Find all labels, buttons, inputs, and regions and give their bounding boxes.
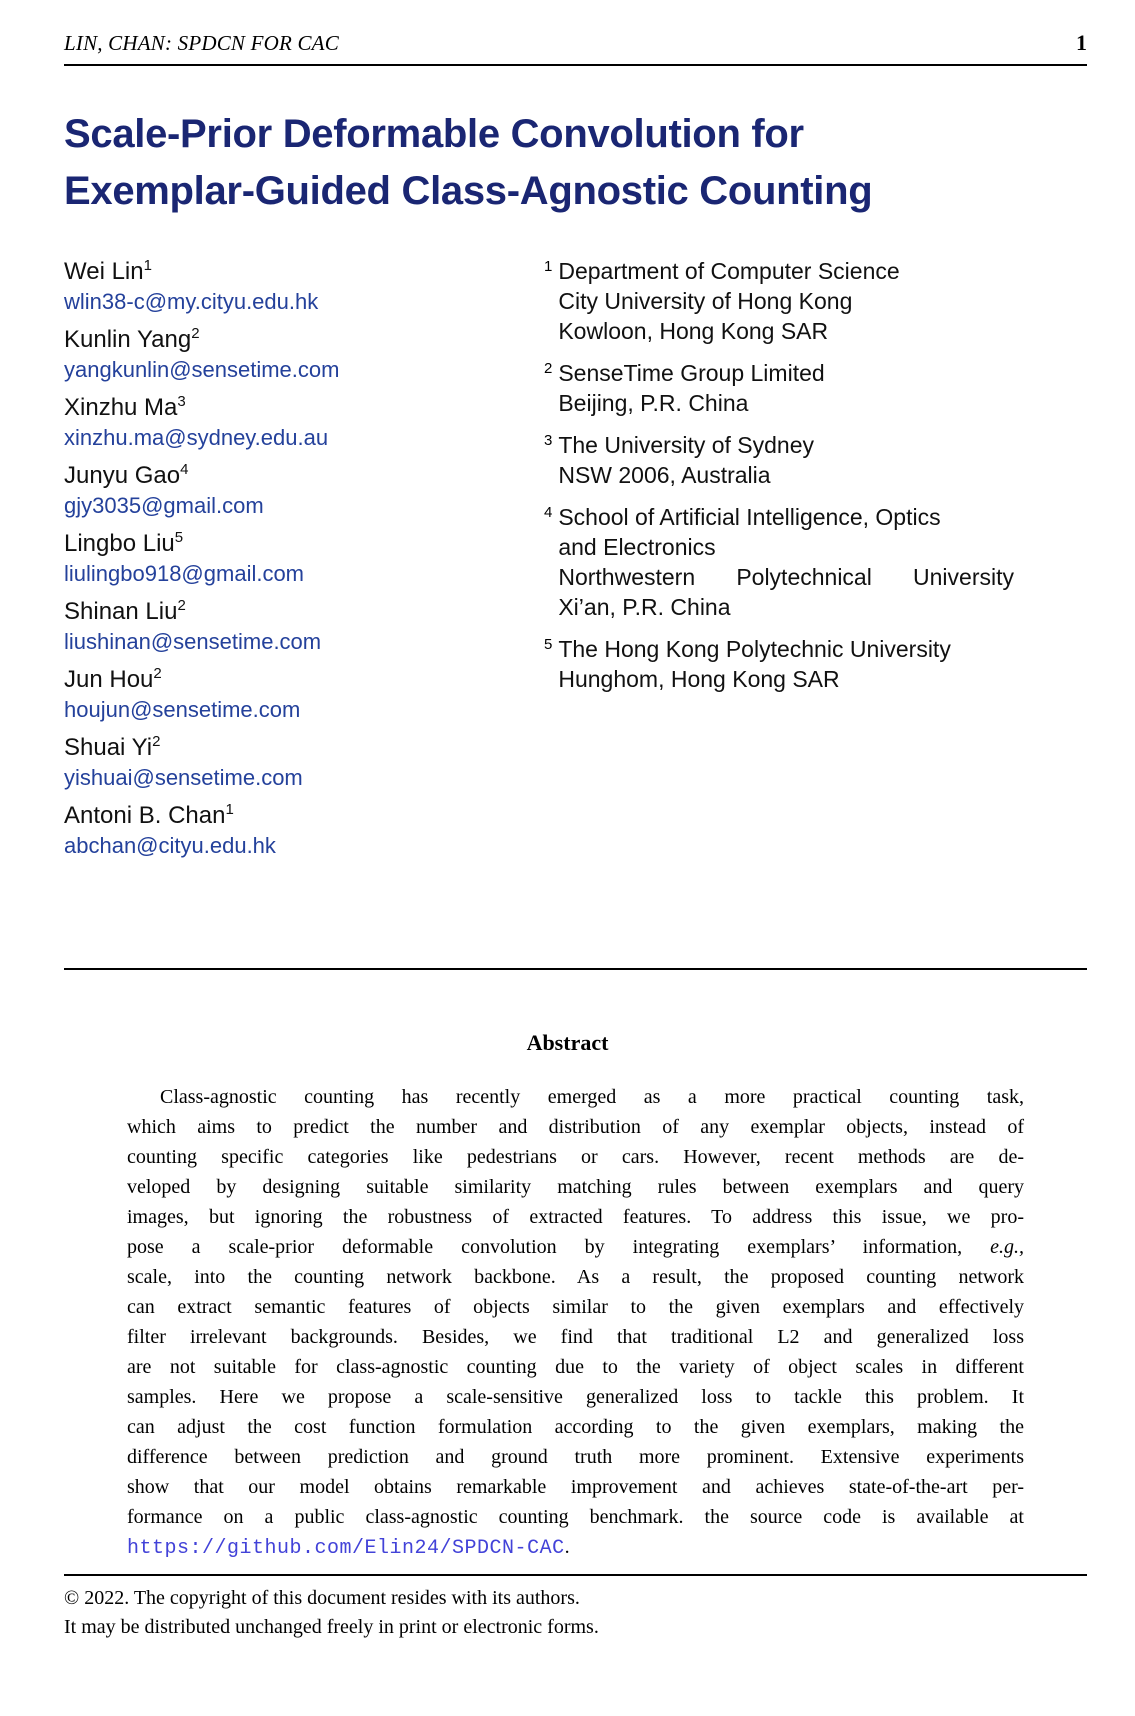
author-entry	[64, 256, 544, 317]
affiliation-superscript: 1	[544, 258, 553, 275]
abstract-top-rule	[64, 968, 1087, 970]
abstract-line: scale, into the counting network backbone. As a result, the proposed counting network	[127, 1266, 1024, 1288]
author-superscript: 2	[177, 597, 186, 614]
author-entry	[64, 664, 544, 725]
abstract-line: images, but ignoring the robustness of extracted features. To address this issue, we pro-	[127, 1206, 1024, 1228]
abstract-line: Class-agnostic counting has recently emerged as a more practical counting task,	[160, 1086, 1024, 1108]
affiliation-superscript: 2	[544, 360, 553, 377]
author-superscript: 2	[191, 325, 200, 342]
affiliation-line: City University of Hong Kong	[558, 288, 853, 314]
abstract-eg-italic: e.g.,	[990, 1236, 1024, 1258]
author-superscript: 4	[180, 461, 189, 478]
author-email-link[interactable]: liulingbo918@gmail.com	[64, 561, 305, 586]
affiliation-superscript: 3	[544, 432, 553, 449]
author-email-link[interactable]: gjy3035@gmail.com	[64, 493, 264, 518]
affiliation-superscript: 5	[544, 636, 553, 653]
author-email-link[interactable]: wlin38-c@my.cityu.edu.hk	[64, 289, 319, 314]
paper-title	[64, 106, 1071, 220]
affiliation-entry	[544, 502, 1014, 622]
author-entry	[64, 324, 544, 385]
author-entry	[64, 596, 544, 657]
author-superscript: 3	[177, 393, 186, 410]
author-name-text: Kunlin Yang	[64, 326, 192, 353]
affiliation-line: SenseTime Group Limited	[558, 360, 825, 386]
author-name-text: Lingbo Liu	[64, 530, 175, 557]
author-email-link[interactable]: liushinan@sensetime.com	[64, 629, 322, 654]
author-affiliation-block	[64, 256, 1087, 868]
author-name	[64, 528, 544, 559]
author-name	[64, 664, 544, 695]
author-name	[64, 800, 544, 831]
abstract-line: difference between prediction and ground truth more prominent. Extensive experiments	[127, 1446, 1024, 1468]
abstract-line: filter irrelevant backgrounds. Besides, we find that traditional L2 and generalized loss	[127, 1326, 1024, 1348]
author-entry	[64, 460, 544, 521]
author-superscript: 2	[152, 733, 161, 750]
footer-rule	[64, 1574, 1087, 1576]
affiliation-line: Kowloon, Hong Kong SAR	[558, 318, 829, 344]
affiliation-line: Beijing, P.R. China	[558, 390, 749, 416]
paper-title-line-2: Exemplar-Guided Class-Agnostic Counting	[64, 169, 873, 213]
affiliation-entry	[544, 430, 1014, 490]
author-name-text: Antoni B. Chan	[64, 802, 226, 829]
author-name-text: Shuai Yi	[64, 734, 153, 761]
affiliation-line: NSW 2006, Australia	[558, 462, 771, 488]
running-title: LIN, CHAN: SPDCN FOR CAC	[64, 31, 339, 55]
page-number: 1	[1076, 30, 1087, 55]
author-name	[64, 324, 544, 355]
author-email-link[interactable]: abchan@cityu.edu.hk	[64, 833, 276, 858]
copyright-line-2: It may be distributed unchanged freely in print or electronic forms.	[64, 1616, 599, 1638]
author-superscript: 5	[174, 529, 184, 546]
affiliation-line: Xi’an, P.R. China	[558, 594, 731, 620]
abstract-line: counting specific categories like pedestrians or cars. However, recent methods are de-	[127, 1146, 1024, 1168]
affiliation-entry	[544, 634, 1014, 694]
abstract-line: can adjust the cost function formulation according to the given exemplars, making the	[127, 1416, 1024, 1438]
author-name	[64, 460, 544, 491]
abstract-line: show that our model obtains remarkable improvement and achieves state-of-the-art per-	[127, 1476, 1024, 1498]
author-entry	[64, 528, 544, 589]
author-name-text: Xinzhu Ma	[64, 394, 178, 421]
author-email-link[interactable]: xinzhu.ma@sydney.edu.au	[64, 425, 329, 450]
author-name	[64, 392, 544, 423]
affiliation-line: Department of Computer Science	[558, 258, 900, 284]
authors-column	[64, 256, 544, 868]
author-name	[64, 256, 544, 287]
abstract-line: can extract semantic features of objects similar to the given exemplars and effectively	[127, 1296, 1024, 1318]
author-email-link[interactable]: houjun@sensetime.com	[64, 697, 301, 722]
author-entry	[64, 800, 544, 861]
author-entry	[64, 732, 544, 793]
abstract-line	[127, 1532, 1024, 1564]
paper-title-line-1: Scale-Prior Deformable Convolution for	[64, 112, 804, 156]
author-name-text: Shinan Liu	[64, 598, 178, 625]
abstract-line: samples. Here we propose a scale-sensitive generalized loss to tackle this problem. It	[127, 1386, 1024, 1408]
affiliation-line: Hunghom, Hong Kong SAR	[558, 666, 840, 692]
github-link[interactable]: https://github.com/Elin24/SPDCN-CAC	[127, 1537, 565, 1560]
affiliation-line: and Electronics	[558, 534, 716, 560]
affiliation-line: The Hong Kong Polytechnic University	[558, 636, 951, 662]
author-email-link[interactable]: yishuai@sensetime.com	[64, 765, 303, 790]
affiliation-superscript: 4	[544, 504, 553, 521]
copyright-footer	[64, 1584, 1071, 1642]
abstract-line: formance on a public class-agnostic counting benchmark. the source code is available at	[127, 1506, 1024, 1528]
author-name-text: Junyu Gao	[64, 462, 181, 489]
abstract-heading: Abstract	[526, 1030, 609, 1055]
abstract-paragraph	[127, 1082, 1024, 1564]
author-superscript: 1	[225, 801, 234, 818]
abstract-line-text: pose a scale-prior deformable convolution by integrating exemplars’ information,	[127, 1236, 991, 1258]
abstract-line	[127, 1232, 1024, 1262]
affiliation-entry	[544, 358, 1014, 418]
running-header	[64, 30, 1087, 66]
author-superscript: 2	[153, 665, 162, 682]
affiliation-entry	[544, 256, 1014, 346]
affiliation-line: Northwestern Polytechnical University	[558, 564, 1014, 590]
author-name	[64, 732, 544, 763]
abstract-line: are not suitable for class-agnostic counting due to the variety of object scales in different	[127, 1356, 1024, 1378]
abstract-line: veloped by designing suitable similarity matching rules between exemplars and query	[127, 1176, 1024, 1198]
author-email-link[interactable]: yangkunlin@sensetime.com	[64, 357, 340, 382]
affiliation-line: The University of Sydney	[558, 432, 815, 458]
author-entry	[64, 392, 544, 453]
abstract-line: which aims to predict the number and distribution of any exemplar objects, instead of	[127, 1116, 1024, 1138]
affiliations-column	[544, 256, 1014, 868]
author-superscript: 1	[143, 257, 152, 274]
author-name-text: Jun Hou	[64, 666, 154, 693]
author-name	[64, 596, 544, 627]
copyright-line-1: © 2022. The copyright of this document resides with its authors.	[64, 1587, 580, 1609]
link-period: .	[564, 1536, 570, 1558]
author-name-text: Wei Lin	[64, 258, 144, 285]
affiliation-line: School of Artificial Intelligence, Optics	[558, 504, 941, 530]
